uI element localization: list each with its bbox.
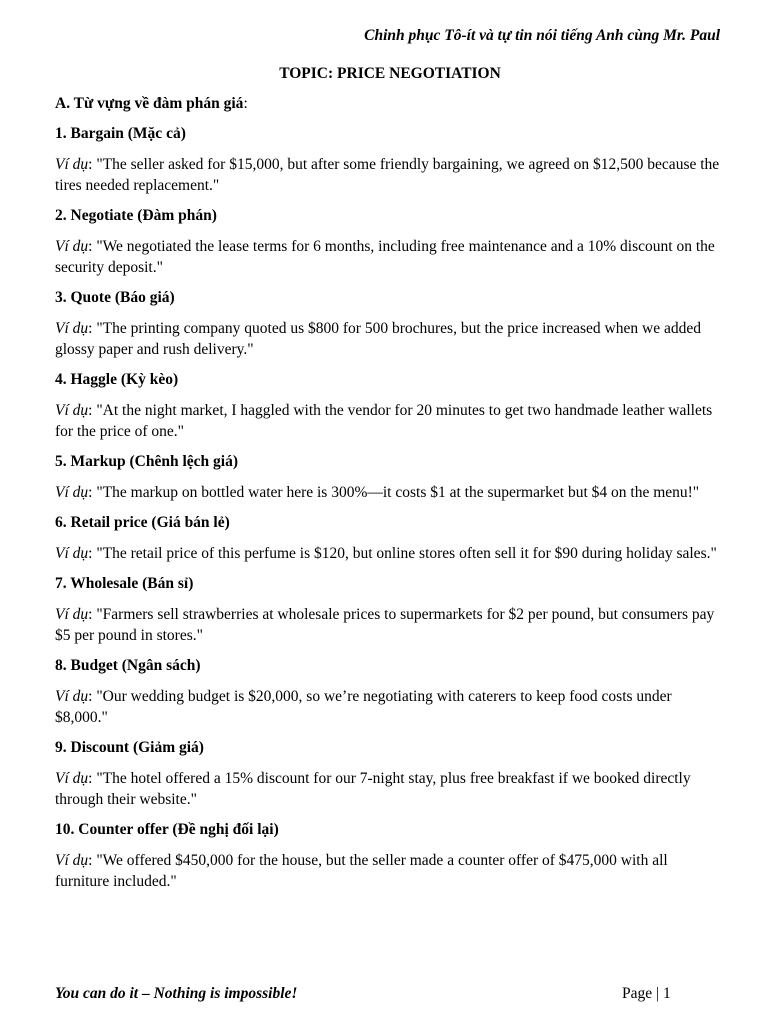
- example-text: [55, 768, 725, 810]
- footer-slogan: You can do it – Nothing is impossible!: [55, 985, 298, 1002]
- document-body: [55, 64, 725, 902]
- example-prefix: Ví dụ: [55, 156, 89, 173]
- term-heading: 5. Markup (Chênh lệch giá): [55, 453, 238, 470]
- example-sentence: : "Our wedding budget is $20,000, so we’re negotiating with caterers to keep food costs under $8,000.": [55, 688, 672, 726]
- example-text: [55, 318, 725, 360]
- example-prefix: Ví dụ: [55, 606, 89, 623]
- example-text: [55, 686, 725, 728]
- entry-2: [55, 206, 725, 278]
- document-title: TOPIC: PRICE NEGOTIATION: [279, 65, 501, 82]
- term-heading: 6. Retail price (Giá bán lẻ): [55, 514, 230, 531]
- term-heading: 4. Haggle (Kỳ kèo): [55, 371, 179, 388]
- entry-3: [55, 288, 725, 360]
- example-prefix: Ví dụ: [55, 852, 89, 869]
- example-sentence: : "At the night market, I haggled with the vendor for 20 minutes to get two handmade leather wallets for the price of one.": [55, 402, 713, 440]
- example-text: [55, 154, 725, 196]
- example-prefix: Ví dụ: [55, 238, 89, 255]
- example-prefix: Ví dụ: [55, 402, 89, 419]
- example-prefix: Ví dụ: [55, 770, 89, 787]
- example-text: [55, 543, 725, 564]
- example-sentence: : "We negotiated the lease terms for 6 months, including free maintenance and a 10% discount on the security deposit.": [55, 238, 715, 276]
- section-suffix: :: [243, 95, 248, 112]
- term-heading: 10. Counter offer (Đề nghị đối lại): [55, 821, 279, 838]
- example-sentence: : "The markup on bottled water here is 300%—it costs $1 at the supermarket but $4 on the menu!": [88, 484, 700, 501]
- term-heading: 2. Negotiate (Đàm phán): [55, 207, 217, 224]
- entry-5: [55, 452, 725, 503]
- entry-9: [55, 738, 725, 810]
- example-prefix: Ví dụ: [55, 320, 89, 337]
- term-heading: 3. Quote (Báo giá): [55, 289, 175, 306]
- page-header: Chinh phục Tô-ít và tự tin nói tiếng Anh cùng Mr. Paul: [364, 27, 720, 44]
- term-heading: 9. Discount (Giảm giá): [55, 739, 204, 756]
- example-text: [55, 850, 725, 892]
- example-sentence: : "The retail price of this perfume is $120, but online stores often sell it for $90 during holiday sales.": [88, 545, 717, 562]
- example-sentence: : "The hotel offered a 15% discount for our 7-night stay, plus free breakfast if we booked directly through their website.": [55, 770, 691, 808]
- example-prefix: Ví dụ: [55, 688, 89, 705]
- term-heading: 8. Budget (Ngân sách): [55, 657, 201, 674]
- example-text: [55, 482, 725, 503]
- example-sentence: : "The seller asked for $15,000, but after some friendly bargaining, we agreed on $12,500 because the tires needed replacement.": [55, 156, 720, 194]
- entry-7: [55, 574, 725, 646]
- entry-1: [55, 124, 725, 196]
- example-text: [55, 400, 725, 442]
- term-heading: 7. Wholesale (Bán sỉ): [55, 575, 194, 592]
- section-label: A. Từ vựng về đàm phán giá: [55, 95, 244, 112]
- example-sentence: : "The printing company quoted us $800 for 500 brochures, but the price increased when we added glossy paper and rush delivery.": [55, 320, 701, 358]
- example-text: [55, 236, 725, 278]
- section-heading: [55, 94, 725, 114]
- example-text: [55, 604, 725, 646]
- entry-10: [55, 820, 725, 892]
- example-prefix: Ví dụ: [55, 545, 89, 562]
- term-heading: 1. Bargain (Mặc cả): [55, 125, 186, 142]
- page-number: Page | 1: [622, 985, 671, 1002]
- example-sentence: : "Farmers sell strawberries at wholesale prices to supermarkets for $2 per pound, but consumers pay $5 per pound in stores.": [55, 606, 715, 644]
- entry-4: [55, 370, 725, 442]
- entry-8: [55, 656, 725, 728]
- example-prefix: Ví dụ: [55, 484, 89, 501]
- example-sentence: : "We offered $450,000 for the house, but the seller made a counter offer of $475,000 with all furniture included.": [55, 852, 668, 890]
- entry-6: [55, 513, 725, 564]
